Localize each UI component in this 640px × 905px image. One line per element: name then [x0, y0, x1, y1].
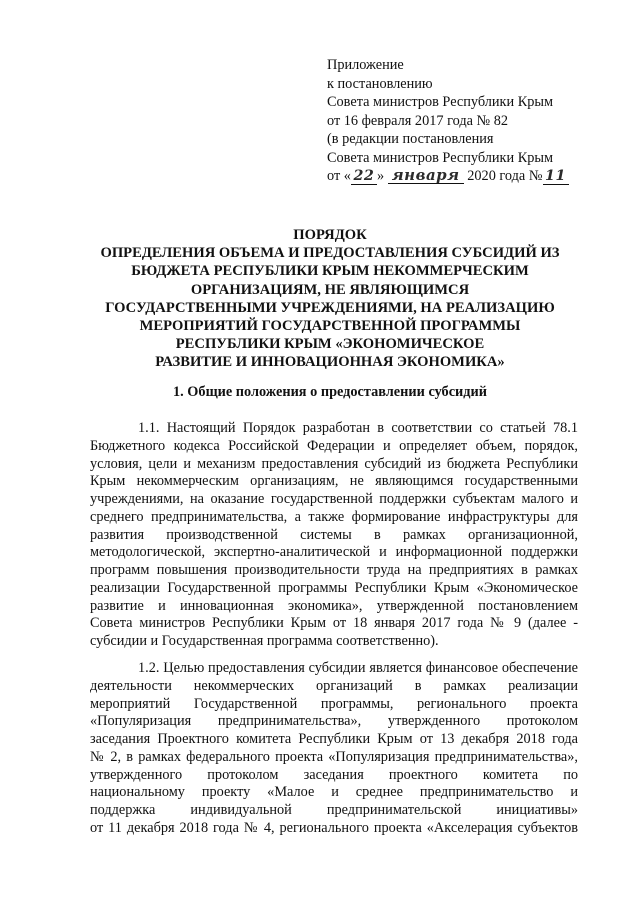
paragraph-line: реализации Государственной программы Республики Крым «Экономическое [90, 579, 578, 596]
paragraph-line: № 2, в рамках федерального проекта «Популяризация предпринимательства», [90, 748, 578, 765]
appendix-line: Совета министров Республики Крым [327, 149, 554, 166]
paragraph-line: мероприятий Государственной программы, регионального проекта [90, 695, 578, 712]
appendix-date-line [327, 167, 627, 186]
appendix-line: к постановлению [327, 75, 433, 92]
paragraph-line: национальному проекту «Малое и среднее предпринимательство и [90, 784, 578, 801]
title-line: МЕРОПРИЯТИЙ ГОСУДАРСТВЕННОЙ ПРОГРАММЫ [139, 318, 521, 335]
title-line: РЕСПУБЛИКИ КРЫМ «ЭКОНОМИЧЕСКОЕ [175, 336, 485, 353]
handwritten-month: января [388, 168, 464, 184]
paragraph-line: от 11 декабря 2018 года № 4, регионального проекта «Акселерация субъектов [90, 819, 578, 836]
paragraph-line: развитие и инновационная экономика», утвержденной постановлением [90, 597, 578, 614]
section-heading: 1. Общие положения о предоставлении субсидий [173, 384, 487, 400]
title-line: ГОСУДАРСТВЕННЫМИ УЧРЕЖДЕНИЯМИ, НА РЕАЛИЗАЦИЮ [105, 299, 555, 316]
paragraph-line: Совета министров Республики Крым от 18 января 2017 года № 9 (далее - [90, 615, 578, 632]
paragraph-line: среднего предпринимательства, а также формирование инфраструктуры для [90, 508, 578, 525]
paragraph-line: учреждениями, на оказание государственной поддержки субъектам малого и [90, 491, 578, 507]
paragraph-1-1 [90, 420, 578, 651]
paragraph-line: условия, цели и механизм предоставления субсидий из бюджета Республики [90, 455, 578, 472]
paragraph-line: утвержденного протоколом заседания проектного комитета по [90, 766, 578, 783]
handwritten-number: 11 [543, 169, 569, 185]
paragraph-line: субсидии и Государственная программа соответственно). [90, 633, 439, 649]
paragraph-line: поддержка индивидуальной предпринимательской инициативы» [90, 802, 578, 818]
paragraph-line: методологической, экспертно-аналитической и информационной поддержки [90, 544, 578, 561]
paragraph-line: «Популяризация предпринимательства», утвержденного протоколом [90, 713, 578, 730]
date-mid: » [376, 168, 385, 184]
handwritten-day: 22 [351, 169, 377, 185]
appendix-line: Совета министров Республики Крым [327, 94, 554, 110]
paragraph-line: заседания Проектного комитета Республики Крым от 13 декабря 2018 года [90, 731, 578, 747]
appendix-line: Приложение [327, 57, 404, 73]
paragraph-line: программ повышения производительности труда на предприятиях в рамках [90, 562, 578, 578]
title-line: БЮДЖЕТА РЕСПУБЛИКИ КРЫМ НЕКОММЕРЧЕСКИМ [131, 263, 529, 280]
document-title [95, 226, 565, 372]
title-line: РАЗВИТИЕ И ИННОВАЦИОННАЯ ЭКОНОМИКА» [155, 354, 505, 371]
title-line: ПОРЯДОК [293, 227, 367, 243]
appendix-line: от 16 февраля 2017 года № 82 [327, 112, 509, 129]
appendix-block [327, 56, 627, 186]
paragraph-line: 1.2. Целью предоставления субсидии является финансовое обеспечение [138, 660, 578, 676]
appendix-line: (в редакции постановления [327, 131, 494, 147]
paragraph-1-2 [90, 660, 578, 838]
date-prefix: от « [327, 168, 351, 184]
paragraph-line: деятельности некоммерческих организаций в рамках реализации [90, 677, 578, 694]
paragraph-line: развития производственной системы в рамках организационной, [90, 526, 578, 543]
paragraph-line: Бюджетного кодекса Российской Федерации и определяет объем, порядок, [90, 437, 578, 454]
paragraph-line: 1.1. Настоящий Порядок разработан в соответствии со статьей 78.1 [138, 420, 578, 436]
paragraph-line: Крым некоммерческим организациям, не являющимся государственными [90, 473, 578, 490]
title-line: ОПРЕДЕЛЕНИЯ ОБЪЕМА И ПРЕДОСТАВЛЕНИЯ СУБСИДИЙ ИЗ [100, 245, 560, 262]
date-year-text: 2020 года № [467, 168, 543, 184]
title-line: ОРГАНИЗАЦИЯМ, НЕ ЯВЛЯЮЩИМСЯ [190, 281, 470, 298]
